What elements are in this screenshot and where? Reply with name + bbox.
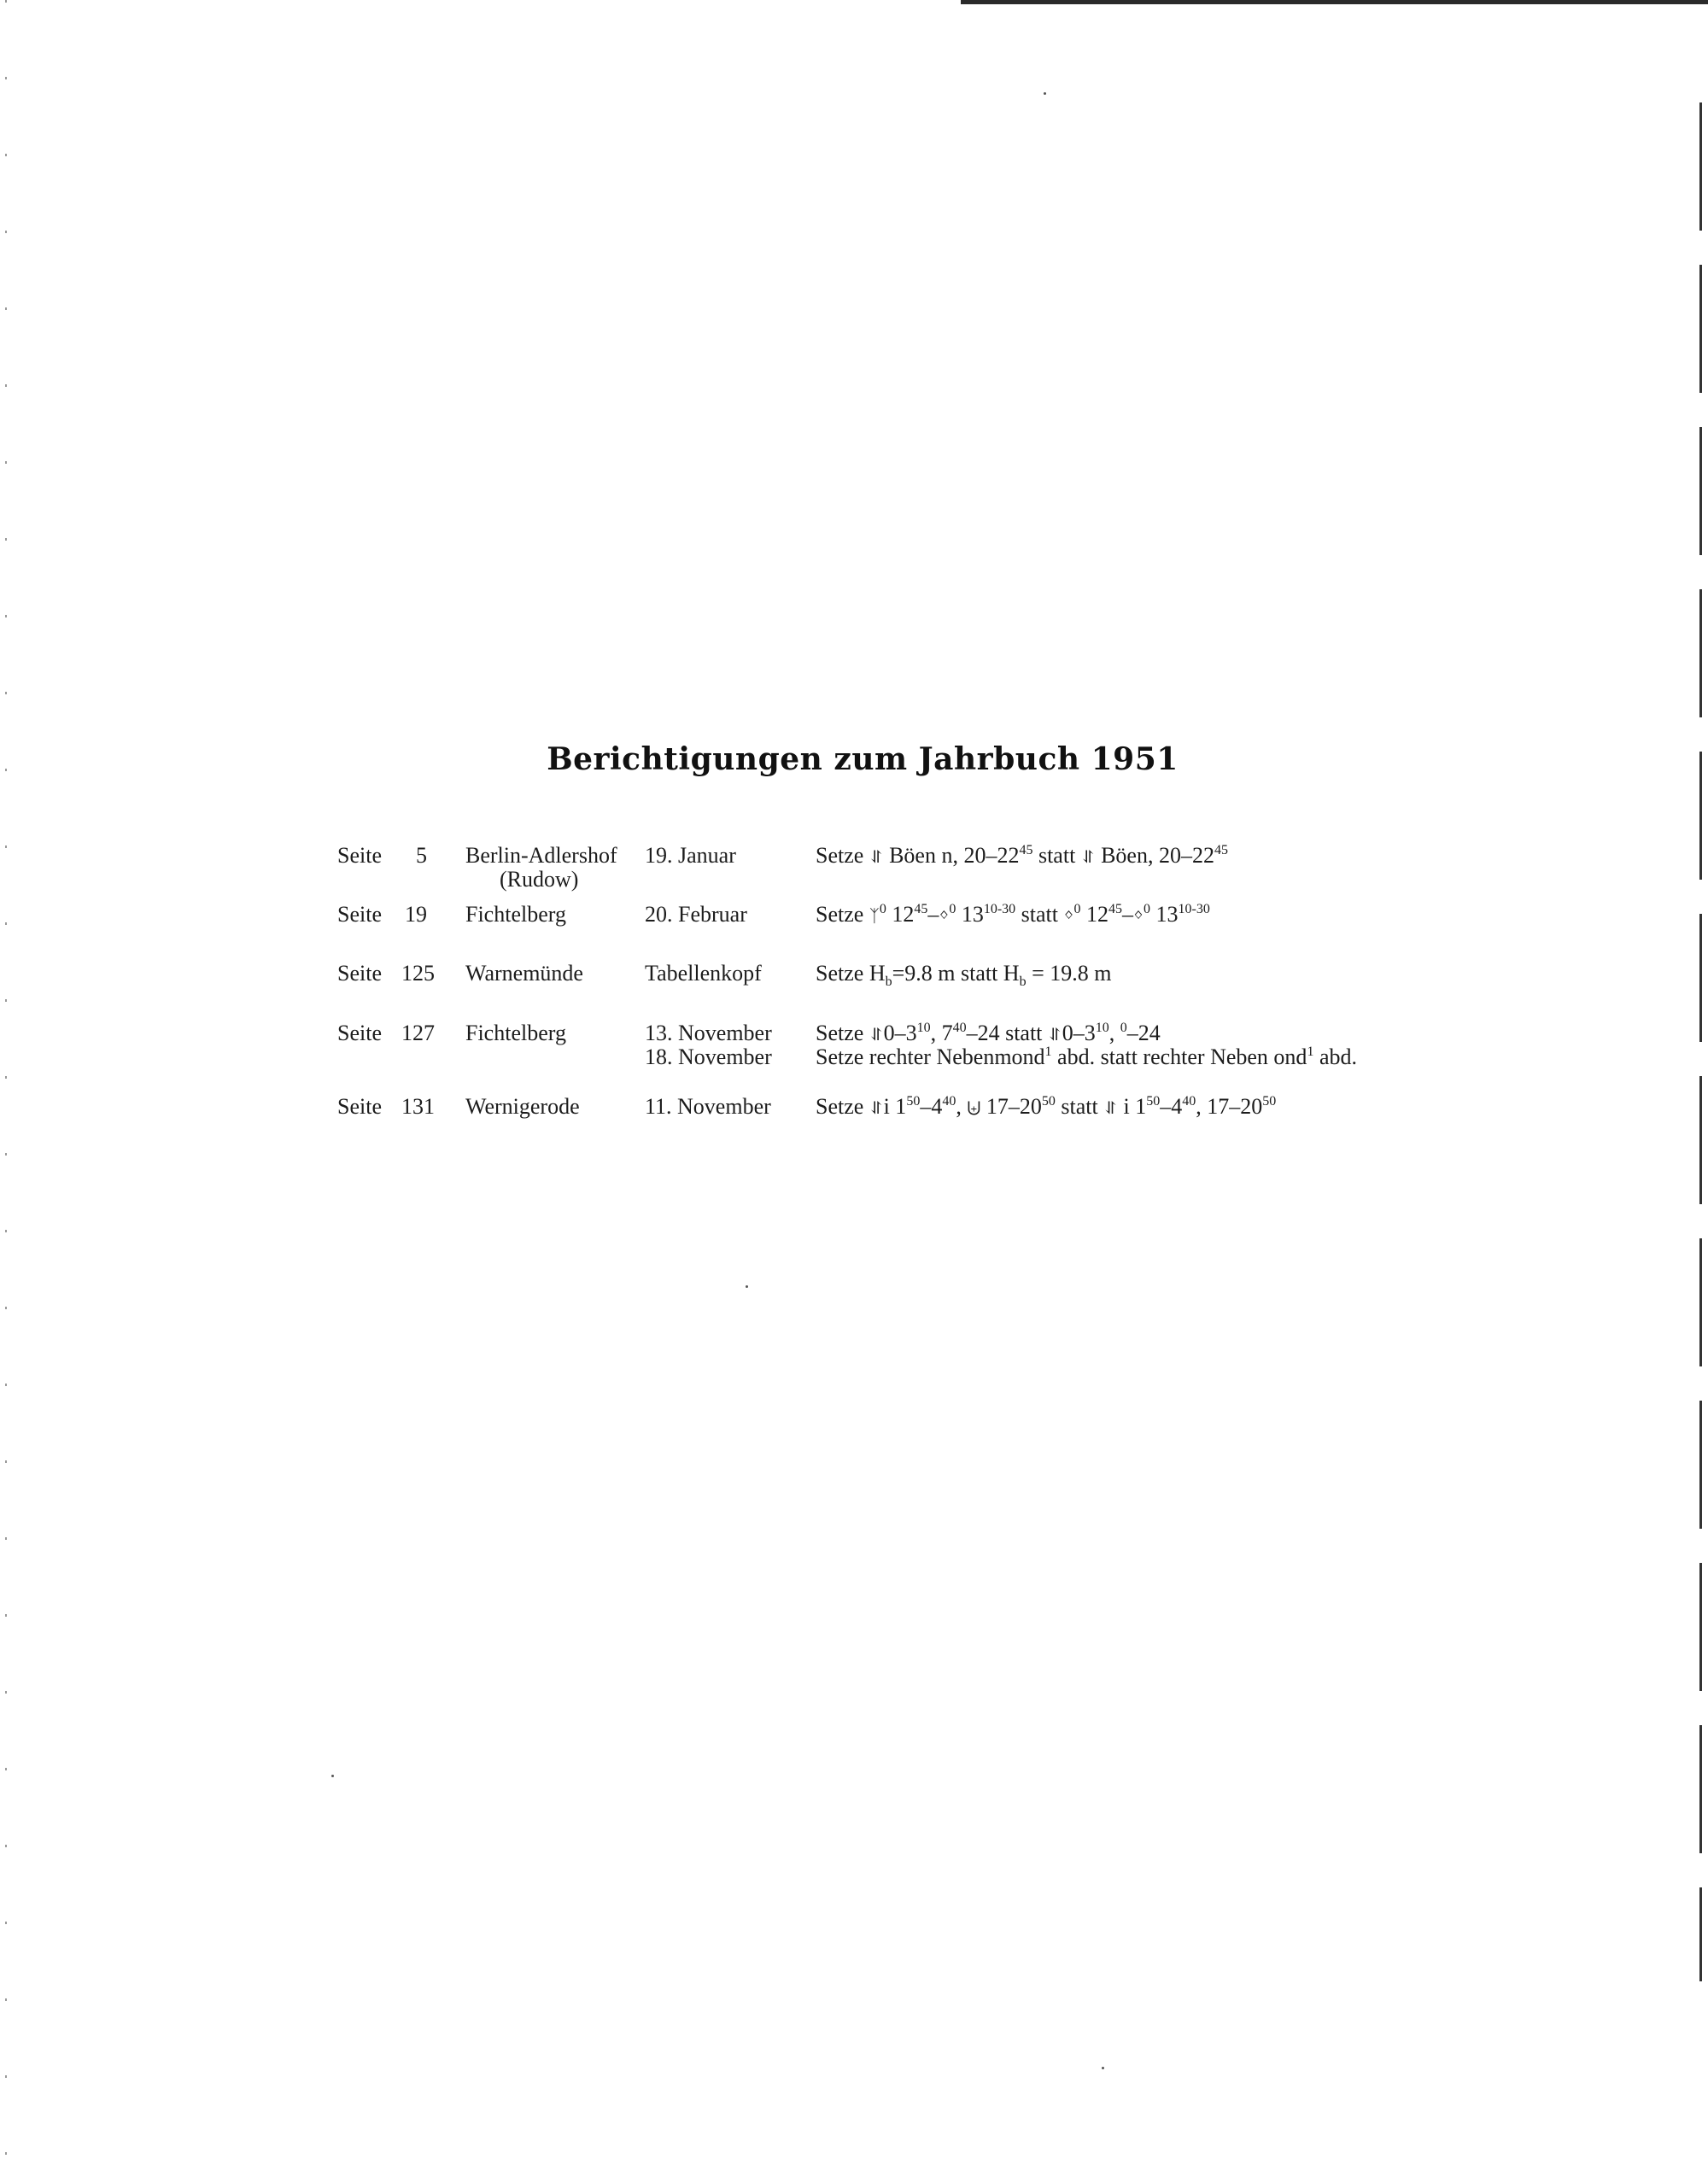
scan-edge-top: [961, 0, 1708, 4]
dust-speck: [331, 1775, 334, 1777]
page-number: 5: [416, 843, 427, 868]
station-name: Berlin-Adlershof: [465, 843, 617, 868]
halo-icon: ⨄: [967, 1099, 981, 1118]
date: 20. Februar: [645, 902, 747, 927]
station-name: Fichtelberg: [465, 902, 566, 927]
seite-label: Seite: [337, 902, 382, 927]
wind-gust-icon: ⥯: [1103, 1099, 1119, 1118]
date: Tabellenkopf: [645, 961, 762, 986]
seite-label: Seite: [337, 961, 382, 986]
thunderstorm-icon: ᛜ: [939, 907, 950, 926]
scan-edge-right: [1699, 102, 1702, 1981]
correction-text-secondary: Setze rechter Nebenmond$^1$ abd. statt rechter Neben ond$^1$ abd.: [816, 1044, 1357, 1069]
wind-gust-icon: ⥯: [1047, 1026, 1062, 1044]
thunderstorm-icon: ᛜ: [1063, 907, 1074, 926]
seite-label: Seite: [337, 1094, 382, 1119]
station-subname: (Rudow): [500, 867, 579, 892]
correction-text: Setze ᛉ$^0$ $12^{45}-ᛜ^0$ 13$^{10-30}$ statt ᛜ$^0$ $12^{45}-ᛜ^0$ 13$^{10-30}$: [816, 902, 1210, 927]
station-name: Warnemünde: [465, 961, 583, 986]
dust-speck: [746, 1285, 748, 1288]
wind-gust-icon: ⥯: [869, 1026, 884, 1044]
weather-symbol-icon: ᛉ: [869, 907, 880, 926]
dust-speck: [1044, 92, 1046, 95]
correction-text: Setze ⥯ Böen n, $20-22^{45}$ statt ⥯ Böen, $20-22^{45}$: [816, 843, 1228, 868]
dust-speck: [1102, 2067, 1104, 2069]
date: 13. November: [645, 1021, 772, 1045]
correction-text: Setze $⥯0-3^{10}$, $7^{40}-24$ statt $⥯0-3^{10}$, $^0$–24: [816, 1021, 1161, 1045]
page-number: 127: [401, 1021, 435, 1045]
seite-label: Seite: [337, 1021, 382, 1045]
wind-gust-icon: ⥯: [869, 848, 884, 867]
wind-gust-icon: ⥯: [869, 1099, 884, 1118]
seite-label: Seite: [337, 843, 382, 868]
wind-gust-icon: ⥯: [1080, 848, 1096, 867]
date-secondary: 18. November: [645, 1044, 772, 1069]
correction-text: Setze $H_b=9.8$ m statt $H_b = 19.8$ m: [816, 961, 1112, 990]
page-title: Berichtigungen zum Jahrbuch 1951: [547, 741, 1179, 777]
station-name: Fichtelberg: [465, 1021, 566, 1045]
scan-edge-left: [5, 0, 7, 2159]
date: 19. Januar: [645, 843, 736, 868]
correction-text: Setze ⥯i $1^{50}-4^{40}$, ⨄ $17-20^{50}$ statt ⥯ i $1^{50}-4^{40}$, $17-20^{50}$: [816, 1094, 1277, 1119]
page-number: 19: [405, 902, 427, 927]
station-name: Wernigerode: [465, 1094, 580, 1119]
date: 11. November: [645, 1094, 771, 1119]
page-number: 131: [401, 1094, 435, 1119]
page-number: 125: [401, 961, 435, 986]
thunderstorm-icon: ᛜ: [1132, 907, 1144, 926]
